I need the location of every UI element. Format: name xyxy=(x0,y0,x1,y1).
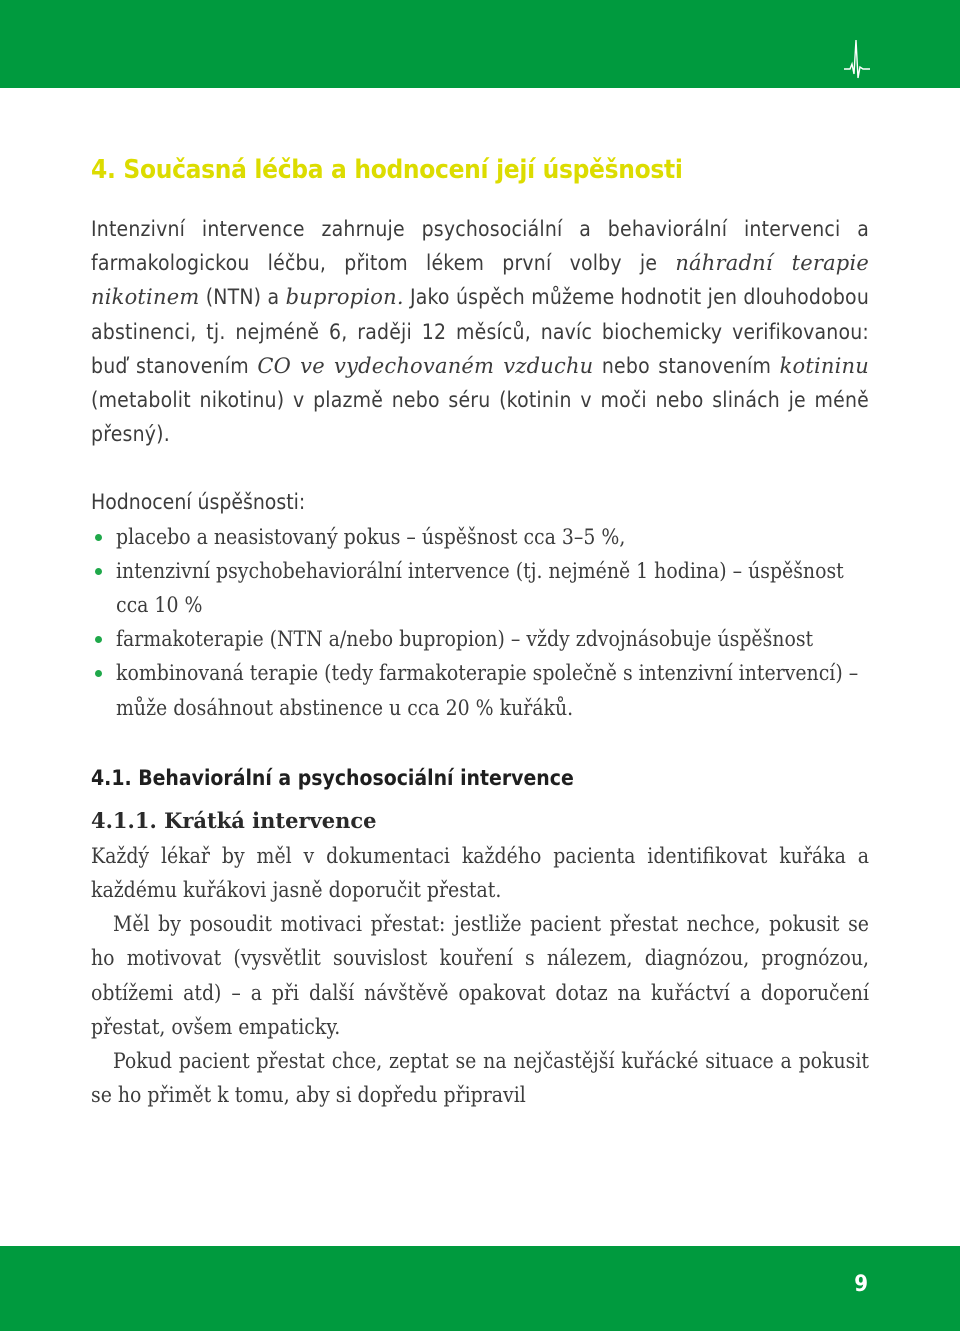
section-title: 4. Současná léčba a hodnocení její úspěšnosti xyxy=(91,155,683,185)
list-item: placebo a neasistovaný pokus – úspěšnost cca 3–5 %, xyxy=(91,520,869,554)
paragraph: Měl by posoudit motivaci přestat: jestliže pacient přestat nechce, pokusit se ho motivovat (vysvětlit souvislost kouření s nálezem, diagnózou, prognózou, obtížemi atd) – a při další návštěvě opakovat dotaz na kuřáctví a doporučení přestat, ovšem empaticky. xyxy=(91,912,869,1039)
evaluation-title: Hodnocení úspěšnosti: xyxy=(91,490,306,515)
page-content xyxy=(91,148,869,1112)
list-item: kombinovaná terapie (tedy farmakoterapie společně s intenzivní intervencí) – může dosáhnout abstinence u cca 20 % kuřáků. xyxy=(91,656,869,724)
intro-paragraph xyxy=(91,212,869,451)
header-band xyxy=(0,0,960,88)
ecg-heartbeat-icon xyxy=(844,38,870,80)
intro-text-2: (NTN) a xyxy=(199,285,286,310)
list-item: intenzivní psychobehaviorální intervence (tj. nejméně 1 hodina) – úspěšnost cca 10 % xyxy=(91,554,869,622)
footer-band xyxy=(0,1246,960,1331)
intro-italic-3: CO ve vydechovaném vzduchu xyxy=(257,353,594,378)
list-item: farmakoterapie (NTN a/nebo bupropion) – vždy zdvojnásobuje úspěšnost xyxy=(91,622,869,656)
paragraph: Každý lékař by měl v dokumentaci každého pacienta identifikovat kuřáka a každému kuřákovi jasně doporučit přestat. xyxy=(91,843,869,903)
evaluation-list xyxy=(91,520,869,725)
subsection-title: 4.1. Behaviorální a psychosociální intervence xyxy=(91,765,574,790)
intro-text-1: Intenzivní intervence zahrnuje psychosociální a behaviorální intervenci a farmakologickou léčbu, přitom lékem první volby je xyxy=(91,217,869,276)
intro-italic-1: náhradní terapie nikotinem xyxy=(91,251,869,310)
intro-text-5: (metabolit nikotinu) v plazmě nebo séru (kotinin v moči nebo slinách je méně přesný). xyxy=(91,388,869,447)
intro-italic-4: kotininu xyxy=(779,353,869,378)
intro-italic-2: bupropion. xyxy=(285,285,404,310)
page-number: 9 xyxy=(854,1272,868,1297)
intro-text-3: Jako úspěch můžeme hodnotit jen dlouhodobou abstinenci, tj. nejméně 6, raději 12 měsíců, navíc biochemicky verifikovanou: buď stanovením xyxy=(91,285,869,378)
intro-text-4: nebo stanovením xyxy=(593,353,780,378)
sub-subsection-title: 4.1.1. Krátká intervence xyxy=(91,807,377,833)
paragraph: Pokud pacient přestat chce, zeptat se na nejčastější kuřácké situace a pokusit se ho přimět k tomu, aby si dopředu připravil xyxy=(91,1049,869,1108)
